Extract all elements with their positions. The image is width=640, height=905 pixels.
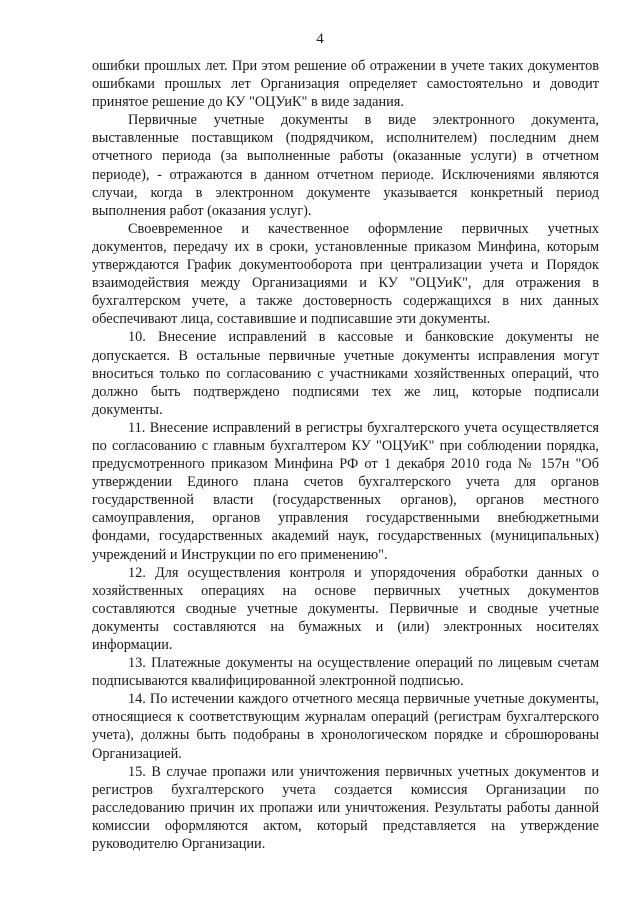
paragraph-timely-preparation: Своевременное и качественное оформление первичных учетных документов, передачу их в сроки, установленные приказом Минфина, которым утверждаются График документооборота при централизации учета и Порядок взаимодействия между Организациями и КУ "ОЦУиК", для отражения в бухгалтерском учете, а также достоверность содержащихся в них данных обеспечивают лица, составившие и подписавшие эти документы.	[92, 220, 599, 328]
paragraph-item-11: 11. Внесение исправлений в регистры бухгалтерского учета осуществляется по согласованию с главным бухгалтером КУ "ОЦУиК" при соблюдении порядка, предусмотренного приказом Минфина РФ от 1 декабря 2010 года № 157н "Об утверждении Единого плана счетов бухгалтерского учета для органов государственной власти (государственных органов), органов местного самоуправления, органов управления государственными внебюджетными фондами, государственных академий наук, государственных (муниципальных) учреждений и Инструкции по его применению".	[92, 419, 599, 563]
document-body	[92, 57, 599, 853]
page-number: 4	[316, 31, 324, 47]
paragraph-item-13: 13. Платежные документы на осуществление операций по лицевым счетам подписываются квалифицированной электронной подписью.	[92, 655, 599, 690]
paragraph-item-15: 15. В случае пропажи или уничтожения первичных учетных документов и регистров бухгалтерского учета создается комиссия Организации по расследованию причин их пропажи или уничтожения. Результаты работы данной комиссии оформляются актом, который представляется на утверждение руководителю Организации.	[92, 763, 599, 853]
paragraph-item-14: 14. По истечении каждого отчетного месяца первичные учетные документы, относящиеся к соответствующим журналам операций (регистрам бухгалтерского учета), должны быть подобраны в хронологическом порядке и сброшюрованы Организацией.	[92, 691, 599, 762]
paragraph-item-12: 12. Для осуществления контроля и упорядочения обработки данных о хозяйственных операциях на основе первичных учетных документов составляются сводные учетные документы. Первичные и сводные учетные документы составляются на бумажных и (или) электронных носителях информации.	[92, 564, 599, 653]
paragraph-electronic-documents: Первичные учетные документы в виде электронного документа, выставленные поставщиком (подрядчиком, исполнителем) последним днем отчетного периода (за выполненные работы (оказанные услуги) в отчетном периоде), - отражаются в данном отчетном периоде. Исключениями являются случаи, когда в электронном документе указывается конкретный период выполнения работ (оказания услуг).	[92, 112, 599, 219]
paragraph-continuation: ошибки прошлых лет. При этом решение об отражении в учете таких документов ошибками прошлых лет Организация определяет самостоятельно и доводит принятое решение до КУ "ОЦУиК" в виде задания.	[92, 58, 599, 111]
paragraph-item-10: 10. Внесение исправлений в кассовые и банковские документы не допускается. В остальные первичные учетные документы исправления могут вноситься только по согласованию с участниками хозяйственных операций, что должно быть подтверждено подписями тех же лиц, которые подписали документы.	[92, 329, 599, 418]
